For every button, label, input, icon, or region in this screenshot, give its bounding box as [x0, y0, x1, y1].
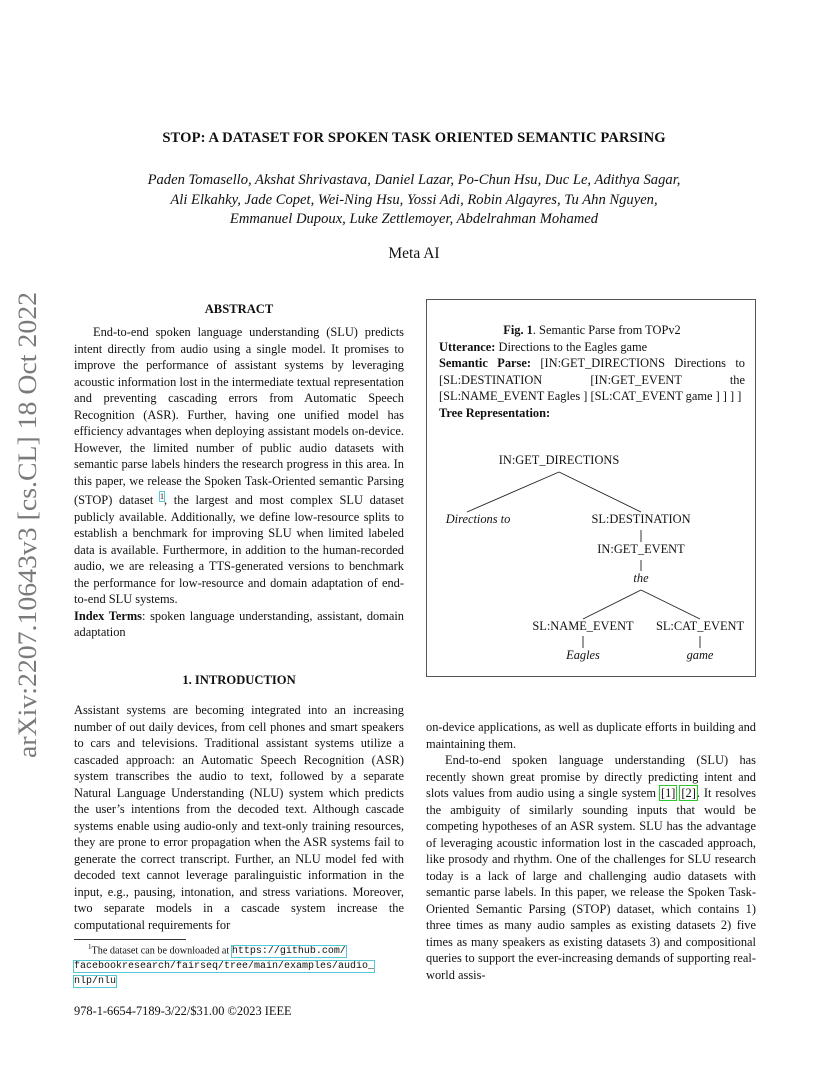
slu-paragraph: [426, 752, 756, 983]
dataset-link-cont[interactable]: facebookresearch/fairseq/tree/main/examples/audio_: [74, 960, 375, 972]
slu-text-cont: . It resolves the ambiguity of similarly sounding inputs that would be competing hypotheses of an ASR system. SLU has the advantage of leveraging acoustic information lost in the cascaded approach, like prosody and rhythm. One of the challenges for SLU research today is a lack of large and challenging audio datasets with semantic parse labels. In this paper, we release the Spoken Task-Oriented Semantic Parsing (STOP) dataset, which contains 1) three times as many audio samples as existing datasets 2) five times as many speakers as existing datasets 3) and compositional queries to support the ever-increasing demands of supporting real-world assis-: [426, 786, 756, 982]
tree-node-name-event: SL:NAME_EVENT: [532, 619, 634, 633]
tree-node-destination: SL:DESTINATION: [591, 512, 691, 526]
author-line: Emmanuel Dupoux, Luke Zettlemoyer, Abdelrahman Mohamed: [229, 211, 599, 227]
intro-body-left: [74, 702, 404, 933]
affiliation: Meta AI: [388, 245, 440, 262]
slu-text: End-to-end spoken language understanding (SLU) has recently shown great promise by directly predicting intent and slots values from audio using a single system: [426, 753, 756, 800]
author-line: Paden Tomasello, Akshat Shrivastava, Daniel Lazar, Po-Chun Hsu, Duc Le, Adithya Sagar,: [147, 172, 681, 188]
footnote-ref[interactable]: 1: [160, 492, 165, 501]
abstract-heading: ABSTRACT: [204, 302, 274, 316]
footnote: [74, 941, 404, 988]
dataset-link-end[interactable]: nlp/nlu: [74, 975, 117, 987]
author-line: Ali Elkahky, Jade Copet, Wei-Ning Hsu, Yossi Adi, Robin Algayres, Tu Ahn Nguyen,: [170, 191, 658, 208]
parse-label: Semantic Parse:: [439, 356, 531, 370]
author-list: [90, 171, 738, 230]
utterance-label: Utterance:: [439, 339, 496, 354]
utterance-text: Directions to the Eagles game: [495, 339, 648, 354]
figure-1: [426, 299, 756, 677]
edge-the-name: [583, 590, 641, 619]
index-terms-label: Index Terms: [74, 608, 142, 623]
copyright: 978-1-6654-7189-3/22/$31.00 ©2023 IEEE: [74, 1004, 292, 1018]
parse-text: [IN:GET_DIRECTIONS Directions to [SL:DESTINATION [IN:GET_EVENT the [SL:NAME_EVENT Eagles ] [SL:CAT_EVENT game ] ] ] ]: [439, 356, 745, 403]
citation-link[interactable]: [2]: [681, 786, 696, 800]
footnote-text: The dataset can be downloaded at: [91, 945, 232, 957]
arxiv-id: arXiv:2207.10643v3 [cs.CL] 18 Oct 2022: [13, 321, 42, 758]
paper-title: STOP: A DATASET FOR SPOKEN TASK ORIENTED SEMANTIC PARSING: [162, 130, 666, 146]
tree-label: Tree Representation:: [439, 405, 551, 420]
tree-node-eagles: Eagles: [566, 648, 600, 662]
arxiv-stamp-svg: [8, 290, 48, 760]
intro-paragraph-cont: on-device applications, as well as duplicate efforts in building and maintaining them.: [426, 720, 756, 751]
abstract-text-cont: , the largest and most complex SLU dataset publicly available. Additionally, we define low-resource splits to establish a benchmark for improving SLU when limited labeled data is available. Furthermore, in addition to the human-recorded audio, we are releasing a TTS-generated versions to benchmark the performance for low-resource and domain adaptation of end-to-end SLU systems.: [74, 493, 404, 607]
footnote-rule: [74, 939, 186, 940]
citation-link[interactable]: [1]: [660, 786, 676, 800]
dataset-link[interactable]: https://github.com/: [231, 946, 346, 958]
abstract-body: [74, 324, 404, 641]
edge-the-cat: [641, 590, 700, 619]
intro-paragraph: Assistant systems are becoming integrated into an increasing number of out daily devices, from cell phones and smart speakers to cars and televisions. Traditional assistant systems utilize a cascaded approach: an Automatic Speech Recognition (ASR) system transcribes the audio to text, followed by a separate Natural Language Understanding (NLU) system which predicts the user’s intentions from the decoded text. Although cascade systems enable using audio-only and text-only training resources, they are prone to error propagation when the ASR systems fail to generate the correct transcript. Further, an NLU model fed with decoded text cannot leverage paralinguistic information in the input, e.g., pausing, intonation, and stress variations. Moreover, two separate models in a cascade system increase the computational requirements for: [74, 703, 404, 932]
tree-node-game: game: [686, 648, 714, 662]
caption-label: Fig. 1: [503, 323, 533, 337]
edge-root-destination: [559, 472, 641, 512]
tree-node-event: IN:GET_EVENT: [597, 542, 685, 556]
abstract-text: End-to-end spoken language understanding (SLU) predicts intent directly from audio using a single model. It promises to improve the performance of assistant systems by leveraging acoustic information lost in the intermediate textual representation and preventing cascading errors from Automatic Speech Recognition (ASR). Further, having one unified model has efficiency advantages when deploying assistant models on-device. However, the limited number of public audio datasets with semantic parse labels hinders the research progress in this area. In this paper, we release the Spoken Task-Oriented semantic Parsing (STOP) dataset: [74, 325, 404, 508]
tree-node-cat-event: SL:CAT_EVENT: [655, 619, 745, 633]
footnote-mark: 1: [88, 943, 92, 951]
arxiv-stamp: [8, 290, 48, 760]
index-terms: : spoken language understanding, assistant, domain adaptation: [74, 608, 404, 640]
tree-node-the: the: [633, 571, 649, 585]
tree-node-root: IN:GET_DIRECTIONS: [498, 453, 620, 467]
edge-root-directions: [467, 472, 559, 512]
caption-text: . Semantic Parse from TOPv2: [532, 323, 681, 337]
intro-heading: 1. INTRODUCTION: [182, 673, 296, 687]
tree-node-directions: Directions to: [445, 512, 511, 526]
intro-body-right: [426, 719, 756, 983]
